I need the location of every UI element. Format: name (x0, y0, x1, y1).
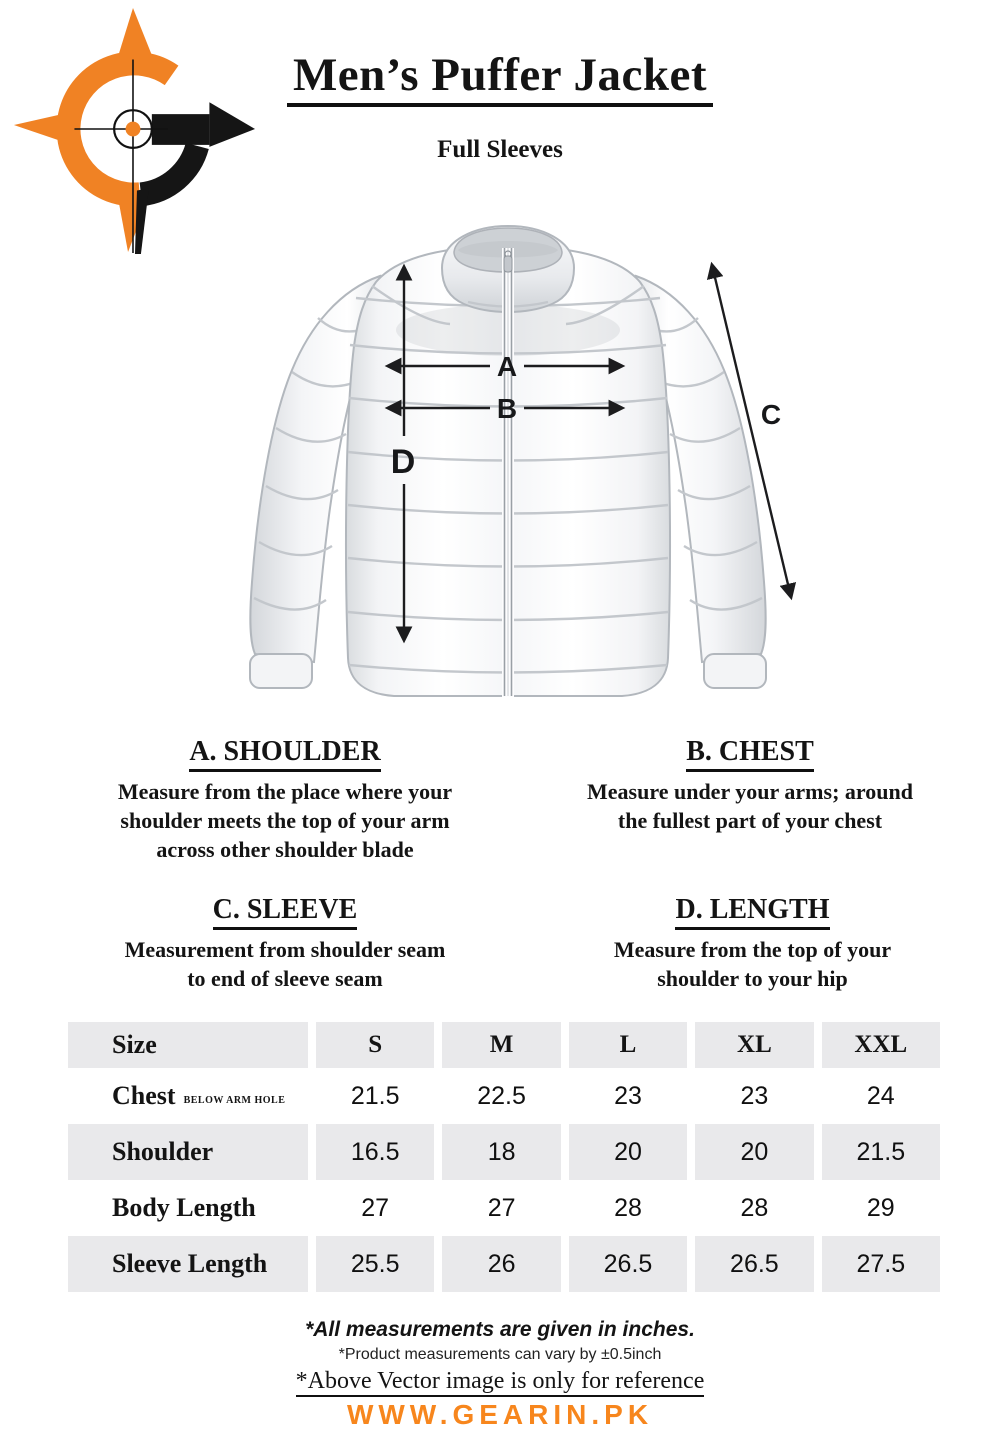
website-text: WWW.GEARIN.PK (346, 1399, 654, 1430)
table-row-shoulder (68, 1124, 940, 1180)
table-cell: 21.5 (350, 1081, 400, 1110)
header-cell-m: M (442, 1022, 560, 1068)
table-cell: 27.5 (822, 1236, 940, 1292)
table-cell: 27 (361, 1193, 390, 1222)
footnote-tolerance: *Product measurements can vary by ±0.5inch (338, 1346, 662, 1363)
table-cell: 26.5 (695, 1236, 813, 1292)
arrow-label-a: A (496, 351, 518, 382)
puffer-jacket-illustration (222, 190, 812, 720)
table-cell: 20 (569, 1124, 687, 1180)
arrow-label-b: B (496, 393, 518, 424)
gearin-logo (6, 2, 258, 260)
header-cell-size: Size (68, 1022, 308, 1068)
table-cell: 28 (740, 1193, 769, 1222)
page-title (0, 48, 1000, 107)
section-text-line: Measure from the place where your (117, 779, 453, 804)
row-label: Body Length (112, 1193, 256, 1222)
row-label: Shoulder (68, 1124, 308, 1180)
arrow-label-c: C (760, 399, 782, 430)
section-shoulder (50, 736, 520, 864)
table-cell: 22.5 (477, 1081, 526, 1110)
header-cell-xl: XL (695, 1022, 813, 1068)
section-heading: D. LENGTH (525, 894, 980, 926)
table-cell: 20 (695, 1124, 813, 1180)
table-cell: 24 (866, 1081, 895, 1110)
row-label: Chest BELOW ARM HOLE (112, 1081, 286, 1110)
table-cell: 25.5 (316, 1236, 434, 1292)
table-row-chest (68, 1068, 940, 1124)
table-row-sleeve-length (68, 1236, 940, 1292)
footnote-inches: *All measurements are given in inches. (305, 1318, 695, 1341)
section-chest (520, 736, 980, 835)
section-text-line: to end of sleeve seam (187, 966, 383, 991)
size-table (68, 1022, 940, 1292)
section-heading: A. SHOULDER (50, 736, 520, 768)
compass-g-logo-icon (6, 2, 258, 260)
zipper (502, 248, 514, 697)
row-label-note: BELOW ARM HOLE (183, 1094, 286, 1106)
table-cell: 21.5 (822, 1124, 940, 1180)
section-heading: B. CHEST (520, 736, 980, 768)
arrow-label-d: D (390, 443, 416, 481)
table-cell: 27 (487, 1193, 516, 1222)
page-subtitle: Full Sleeves (437, 136, 563, 163)
table-cell: 28 (614, 1193, 642, 1222)
row-label: Sleeve Length (68, 1236, 308, 1292)
page-title-text: Men’s Puffer Jacket (287, 48, 713, 107)
table-cell: 23 (740, 1081, 769, 1110)
section-text-line: the fullest part of your chest (617, 808, 883, 833)
jacket-diagram (222, 190, 812, 720)
table-cell: 16.5 (316, 1124, 434, 1180)
table-row-body-length (68, 1180, 940, 1236)
header-cell-s: S (316, 1022, 434, 1068)
section-text-line: shoulder meets the top of your arm (120, 808, 450, 833)
table-cell: 29 (866, 1193, 895, 1222)
section-text-line: Measure from the top of your (613, 937, 892, 962)
section-length (525, 894, 980, 993)
table-cell: 23 (614, 1081, 642, 1110)
section-text-line: across other shoulder blade (156, 837, 414, 862)
table-cell: 18 (442, 1124, 560, 1180)
section-text-line: Measurement from shoulder seam (124, 937, 446, 962)
section-text-line: shoulder to your hip (657, 966, 848, 991)
table-cell: 26.5 (569, 1236, 687, 1292)
size-table-header-row (68, 1022, 940, 1068)
section-sleeve (55, 894, 515, 993)
section-heading: C. SLEEVE (55, 894, 515, 926)
table-cell: 26 (442, 1236, 560, 1292)
section-text-line: Measure under your arms; around (587, 779, 913, 804)
footnote-reference: *Above Vector image is only for reference (0, 1368, 1000, 1395)
header-cell-xxl: XXL (822, 1022, 940, 1068)
header-cell-l: L (569, 1022, 687, 1068)
